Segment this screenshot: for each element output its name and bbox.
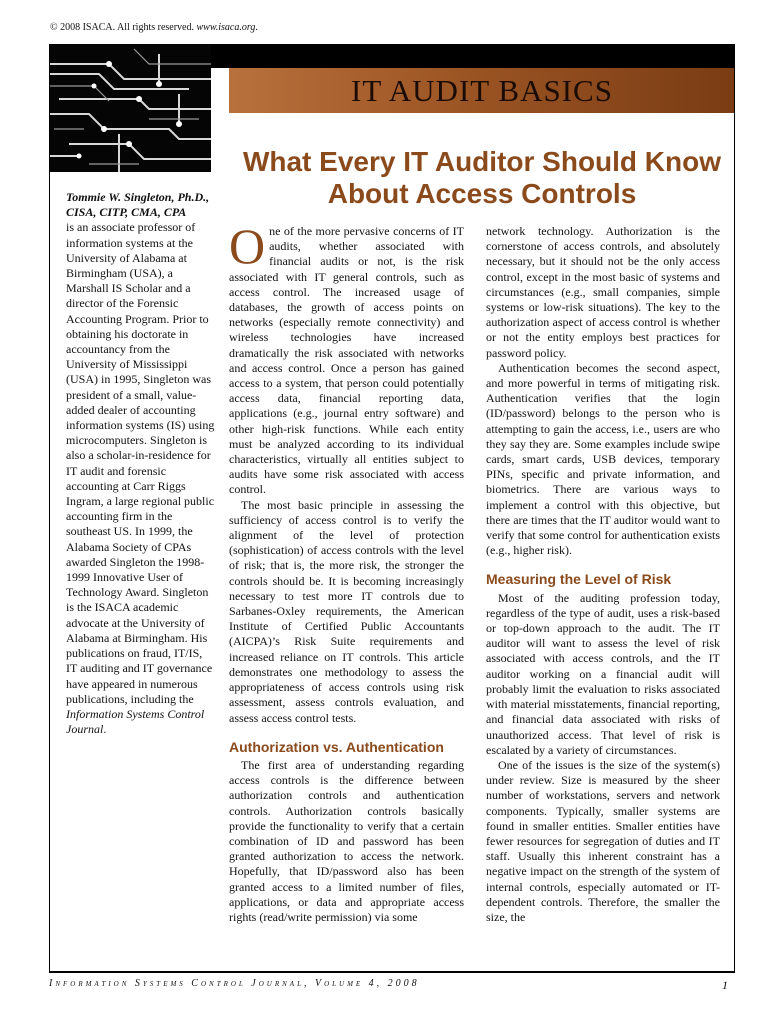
section-banner: [229, 68, 735, 113]
article-column-2: [486, 224, 720, 925]
article-title-line2: About Access Controls: [327, 178, 637, 209]
banner-title: IT AUDIT BASICS: [351, 72, 613, 108]
footer-divider: [49, 972, 735, 973]
page-number: 1: [722, 978, 728, 992]
copyright-notice: © 2008 ISACA. All rights reserved. www.isaca.org.: [50, 22, 258, 33]
paragraph: One of the issues is the size of the system(s) under review. Size is measured by the sheer number of workstations, servers and network components. Typically, smaller systems are found in smaller entities. Smaller entities have fewer resources for segregation of duties and IT staff. Usually this inherent constraint has a negative impact on the strength of the system of internal controls, especially automated or IT-dependent controls. Therefore, the smaller the size, the: [486, 757, 720, 924]
section-heading-risk: Measuring the Level of Risk: [486, 571, 672, 588]
paragraph: The first area of understanding regarding access controls is the difference between authorization controls and authentication controls. Authorization controls basically provide the functionality to verify that a certain combination of ID and password has been granted authorization to access the network. Hopefully, that ID/password also has been granted access to a limited number of files, applications, or data and appropriate access rights (read/write permission) via some: [229, 757, 464, 924]
article-title: [229, 146, 735, 210]
paragraph: network technology. Authorization is the cornerstone of access controls, and absolutely necessary, but it should not be the only access control, except in the most basic of systems and circumstances (e.g., small companies, simple systems or low-risk situations). The key to the authorization aspect of access control is whether or not the entity employs best practices for password policy.: [486, 224, 720, 360]
author-bio-text: is an associate professor of information systems at the University of Alabama at Birmingham (USA), a Marshall IS Scholar and a director of the Forensic Accounting Program. Prior to obtaining his doctorate in accountancy from the University of Mississippi (USA) in 1995, Singleton was president of a small, value-added dealer of accounting information systems (IS) using microcomputers. Singleton is also a scholar-in-residence for IT audit and forensic accounting at Carr Riggs Ingram, a large regional public accounting firm in the southeast US. In 1999, the Alabama Society of CPAs awarded Singleton the 1998-1999 Innovative User of Technology Award. Singleton is the ISACA academic advocate at the University of Alabama at Birmingham. His publications on fraud, IT/IS, IT auditing and IT governance have appeared in numerous publications, including the: [66, 220, 215, 706]
copyright-url: www.isaca.org: [196, 22, 256, 33]
drop-cap: O: [229, 218, 266, 274]
article-column-1: [229, 218, 464, 925]
paragraph: Authentication becomes the second aspect, and more powerful in terms of mitigating risk. Authentication verifies that the login (ID/password) belongs to the person who is attempting to gain the access, i.e., users are who they say they are. Some examples include swipe cards, smart cards, USB devices, temporary PINs, specific and private information, and biometrics. There are various ways to implement a control with this objective, but there are times that the IT auditor would want to verify that some control for authentication exists (e.g., higher risk).: [486, 360, 720, 558]
footer-journal: Information Systems Control Journal, Volume 4, 2008: [49, 978, 420, 989]
paragraph: Most of the auditing profession today, regardless of the type of audit, uses a risk-based or top-down approach to the audit. The IT auditor will want to assess the level of risk associated with access controls, and the IT auditor working on a financial audit will probably limit the evaluation to risks associated with material misstatements, financial reporting, and financial data associated with risks of unauthorized access. That level of risk is escalated by a variety of circumstances.: [486, 590, 720, 757]
article-title-line1: What Every IT Auditor Should Know: [242, 146, 722, 177]
paragraph: One of the more pervasive concerns of IT audits, whether associated with financial audits or not, is the risk associated with IT general controls, such as access control. The increased usage of databases, the growth of access points on networks (especially remote connectivity) and wireless technologies have increased dramatically the risk associated with networks and access control. Once a person has gained access to a system, that person could potentially access data, financial reporting data, applications (e.g., journal entry software) and other high-risk functions. While each entity must be analyzed according to its individual characteristics, virtually all entities subject to audits have some risk associated with access control.: [229, 218, 464, 497]
author-name: Tommie W. Singleton, Ph.D., CISA, CITP, CMA, CPA: [66, 190, 210, 220]
paragraph: The most basic principle in assessing the sufficiency of access control is to verify the alignment of the level of protection (sophistication) of access controls with the level of risk; that is, the more risk, the stronger the controls should be. It is becoming increasingly necessary to test more IT controls due to Sarbanes-Oxley requirements, the American Institute of Certified Public Accountants (AICPA)’s Risk Suite requirements and increased reliance on IT controls. This article demonstrates one methodology to assess the appropriateness of access controls using risk assessment, assess controls evaluation, and assess access control tests.: [229, 497, 464, 725]
circuit-board-image: [49, 44, 211, 172]
section-heading-authorization: Authorization vs. Authentication: [229, 738, 444, 755]
author-bio: Tommie W. Singleton, Ph.D., CISA, CITP, CMA, CPA is an associate professor of information systems at the University of Alabama at Birmingham (USA), a Marshall IS Scholar and a director of the Forensic Accounting Program. Prior to obtaining his doctorate in accountancy from the University of Mississippi (USA) in 1995, Singleton was president of a small, value-added dealer of accounting information systems (IS) using microcomputers. Singleton is also a scholar-in-residence for IT audit and forensic accounting at Carr Riggs Ingram, a large regional public accounting firm in the southeast US. In 1999, the Alabama Society of CPAs awarded Singleton the 1998-1999 Innovative User of Technology Award. Singleton is the ISACA academic advocate at the University of Alabama at Birmingham. His publications on fraud, IT/IS, IT auditing and IT governance have appeared in numerous publications, including the Information Systems Control Journal.: [66, 190, 215, 737]
journal-name: Information Systems Control Journal: [66, 706, 205, 737]
